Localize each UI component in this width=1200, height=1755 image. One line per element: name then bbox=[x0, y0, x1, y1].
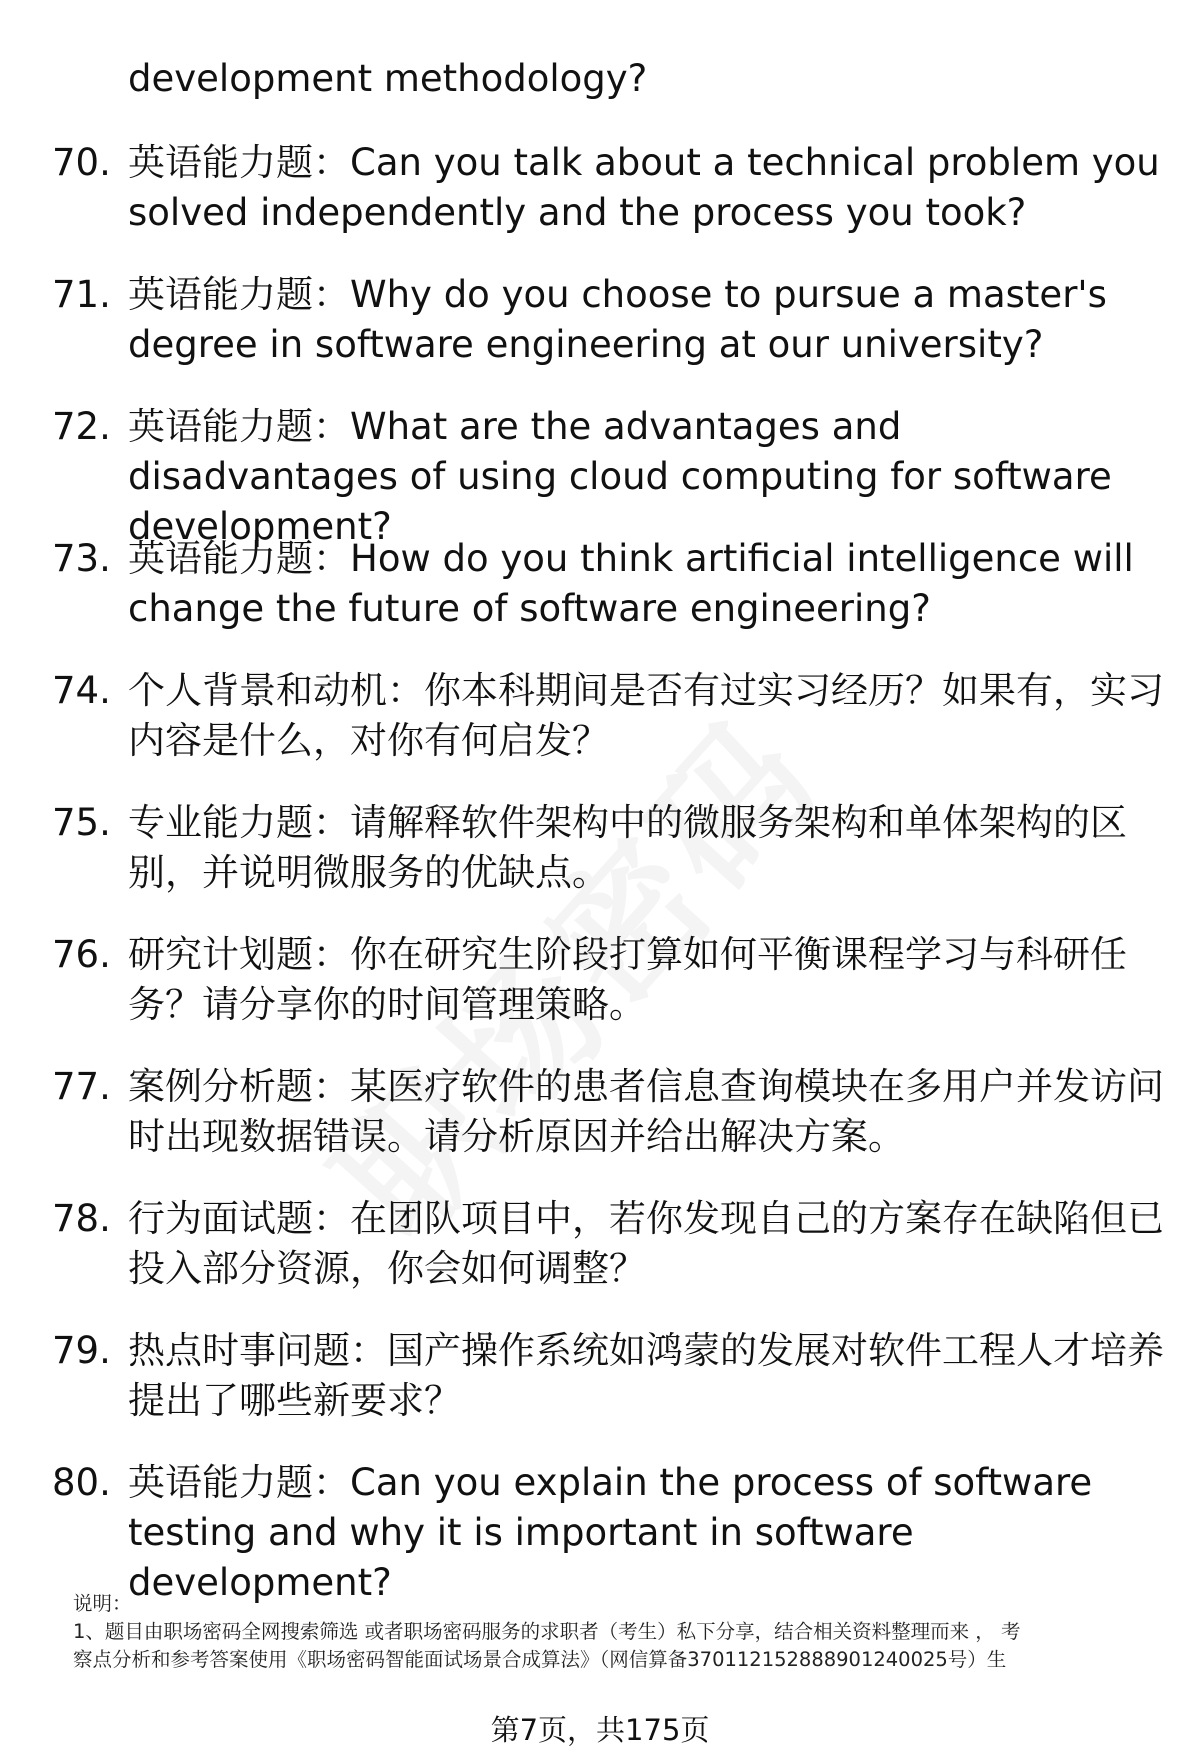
question-number: 73. bbox=[52, 537, 111, 580]
question-item bbox=[0, 270, 1200, 402]
question-item bbox=[0, 402, 1200, 548]
question-item bbox=[0, 138, 1200, 270]
question-text: 英语能力题：Why do you choose to pursue a master's degree in software engineering at our university? bbox=[128, 273, 1107, 366]
question-text: 英语能力题：Can you explain the process of software testing and why it is important in software development? bbox=[128, 1461, 1093, 1604]
question-text: 英语能力题：Can you talk about a technical problem you solved independently and the process you took? bbox=[128, 141, 1160, 234]
question-text: 英语能力题：What are the advantages and disadvantages of using cloud computing for software development? bbox=[128, 405, 1112, 548]
continued-question-text: development methodology? bbox=[128, 57, 648, 100]
question-number: 74. bbox=[52, 669, 111, 712]
question-number: 75. bbox=[52, 801, 111, 844]
question-number: 79. bbox=[52, 1329, 111, 1372]
question-text: 英语能力题：How do you think artificial intelligence will change the future of software engineering? bbox=[128, 537, 1134, 630]
note-line: 察点分析和参考答案使用《职场密码智能面试场景合成算法》（网信算备370112152888901240025号）生 bbox=[73, 1648, 1007, 1671]
question-number: 76. bbox=[52, 933, 111, 976]
question-number: 80. bbox=[52, 1461, 111, 1504]
question-number: 78. bbox=[52, 1197, 111, 1240]
question-item bbox=[0, 666, 1200, 798]
question-text: 专业能力题：请解释软件架构中的微服务架构和单体架构的区别，并说明微服务的优缺点。 bbox=[128, 801, 1127, 894]
question-text: 热点时事问题：国产操作系统如鸿蒙的发展对软件工程人才培养提出了哪些新要求？ bbox=[128, 1329, 1164, 1422]
question-list bbox=[0, 138, 1200, 1604]
question-text: 个人背景和动机：你本科期间是否有过实习经历？如果有，实习内容是什么，对你有何启发？ bbox=[128, 669, 1164, 762]
question-item bbox=[0, 1062, 1200, 1194]
question-item bbox=[0, 1194, 1200, 1326]
note-heading: 说明： bbox=[73, 1592, 132, 1615]
question-item bbox=[0, 534, 1200, 666]
question-text: 研究计划题：你在研究生阶段打算如何平衡课程学习与科研任务？请分享你的时间管理策略。 bbox=[128, 933, 1127, 1026]
question-item bbox=[0, 798, 1200, 930]
question-number: 71. bbox=[52, 273, 111, 316]
question-item bbox=[0, 1326, 1200, 1458]
question-text: 案例分析题：某医疗软件的患者信息查询模块在多用户并发访问时出现数据错误。请分析原因并给出解决方案。 bbox=[128, 1065, 1164, 1158]
page-number: 第7页，共175页 bbox=[490, 1713, 710, 1747]
question-number: 77. bbox=[52, 1065, 111, 1108]
question-number: 72. bbox=[52, 405, 111, 448]
disclaimer-note bbox=[73, 1590, 1153, 1674]
question-item bbox=[0, 930, 1200, 1062]
question-number: 70. bbox=[52, 141, 111, 184]
note-line: 1、题目由职场密码全网搜索筛选 或者职场密码服务的求职者（考生）私下分享，结合相关资料整理而来 ， 考 bbox=[73, 1620, 1021, 1643]
question-text: 行为面试题：在团队项目中，若你发现自己的方案存在缺陷但已投入部分资源，你会如何调整？ bbox=[128, 1197, 1164, 1290]
